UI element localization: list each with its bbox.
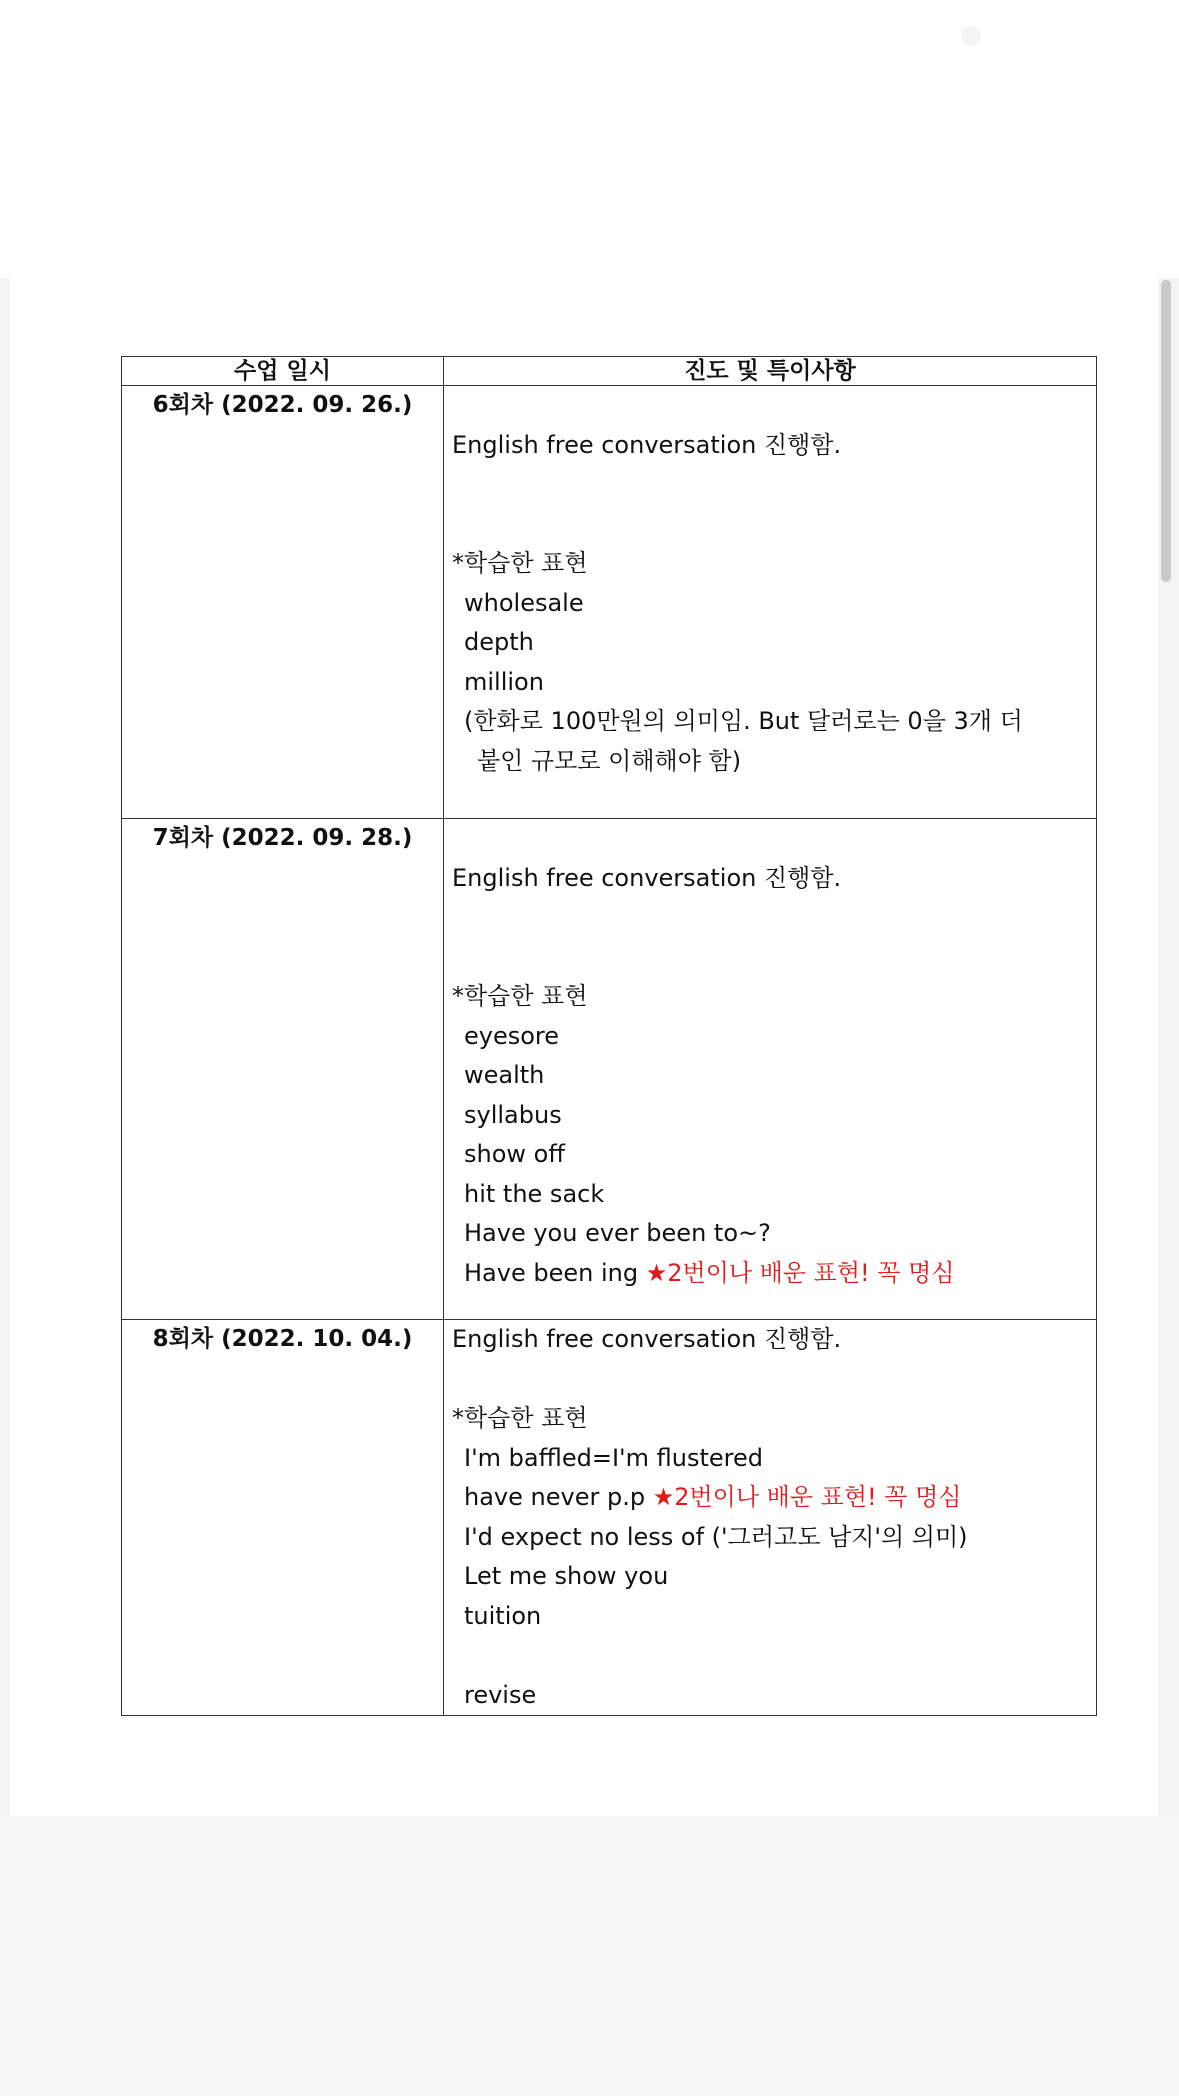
- document-page: [10, 278, 1158, 1816]
- intro-text: English free conversation 진행함.: [452, 863, 842, 892]
- table-row: [122, 819, 1097, 1320]
- list-item: wealth: [464, 1061, 545, 1089]
- list-item: show off: [464, 1140, 565, 1168]
- section-title: *학습한 표현: [452, 1404, 588, 1432]
- list-item: syllabus: [464, 1100, 562, 1129]
- list-item: Let me show you: [464, 1562, 669, 1590]
- list-item: I'd expect no less of ('그러고도 남지'의 의미): [464, 1522, 968, 1551]
- list-item: [452, 1254, 1088, 1294]
- lesson-date: 8회차 (2022. 10. 04.): [122, 1320, 444, 1716]
- list-item: [452, 1478, 1088, 1518]
- lesson-content: [444, 1320, 1097, 1716]
- note-line: 붙인 규모로 이해해야 함): [477, 746, 742, 775]
- lesson-log-table: [121, 356, 1097, 1716]
- lesson-date: 7회차 (2022. 09. 28.): [122, 819, 444, 1320]
- list-item: revise: [464, 1680, 537, 1709]
- lesson-content: [444, 819, 1097, 1320]
- highlight-note: ★2번이나 배운 표현! 꼭 명심: [645, 1258, 955, 1287]
- highlight-note: ★2번이나 배운 표현! 꼭 명심: [652, 1483, 962, 1511]
- section-title: *학습한 표현: [452, 982, 588, 1010]
- intro-text: English free conversation 진행함.: [452, 430, 842, 459]
- list-item: wholesale: [464, 588, 584, 617]
- document-viewer[interactable]: [0, 278, 1179, 1816]
- top-blank-area: [0, 0, 1179, 278]
- table-row: [122, 1320, 1097, 1716]
- table-row: [122, 386, 1097, 819]
- bottom-blank-area: [0, 1816, 1179, 2096]
- section-title: *학습한 표현: [452, 549, 588, 577]
- item-text: Have been ing: [464, 1258, 639, 1287]
- vertical-scrollbar[interactable]: [1159, 278, 1173, 1816]
- header-progress: 진도 및 특이사항: [444, 357, 1097, 386]
- list-item: hit the sack: [464, 1179, 605, 1208]
- list-item: eyesore: [464, 1021, 560, 1050]
- list-item: tuition: [464, 1601, 542, 1630]
- status-dot: [961, 26, 981, 46]
- scrollbar-thumb[interactable]: [1161, 280, 1171, 582]
- lesson-content: [444, 386, 1097, 819]
- table-header-row: [122, 357, 1097, 386]
- list-item: million: [464, 667, 544, 696]
- lesson-date: 6회차 (2022. 09. 26.): [122, 386, 444, 819]
- item-text: have never p.p: [464, 1483, 646, 1511]
- intro-text: English free conversation 진행함.: [452, 1325, 842, 1353]
- list-item: Have you ever been to~?: [464, 1219, 771, 1247]
- header-date: 수업 일시: [122, 357, 444, 386]
- list-item: depth: [464, 628, 534, 656]
- note-line: (한화로 100만원의 의미임. But 달러로는 0을 3개 더: [464, 707, 1023, 735]
- list-item: I'm baffled=I'm flustered: [464, 1443, 763, 1472]
